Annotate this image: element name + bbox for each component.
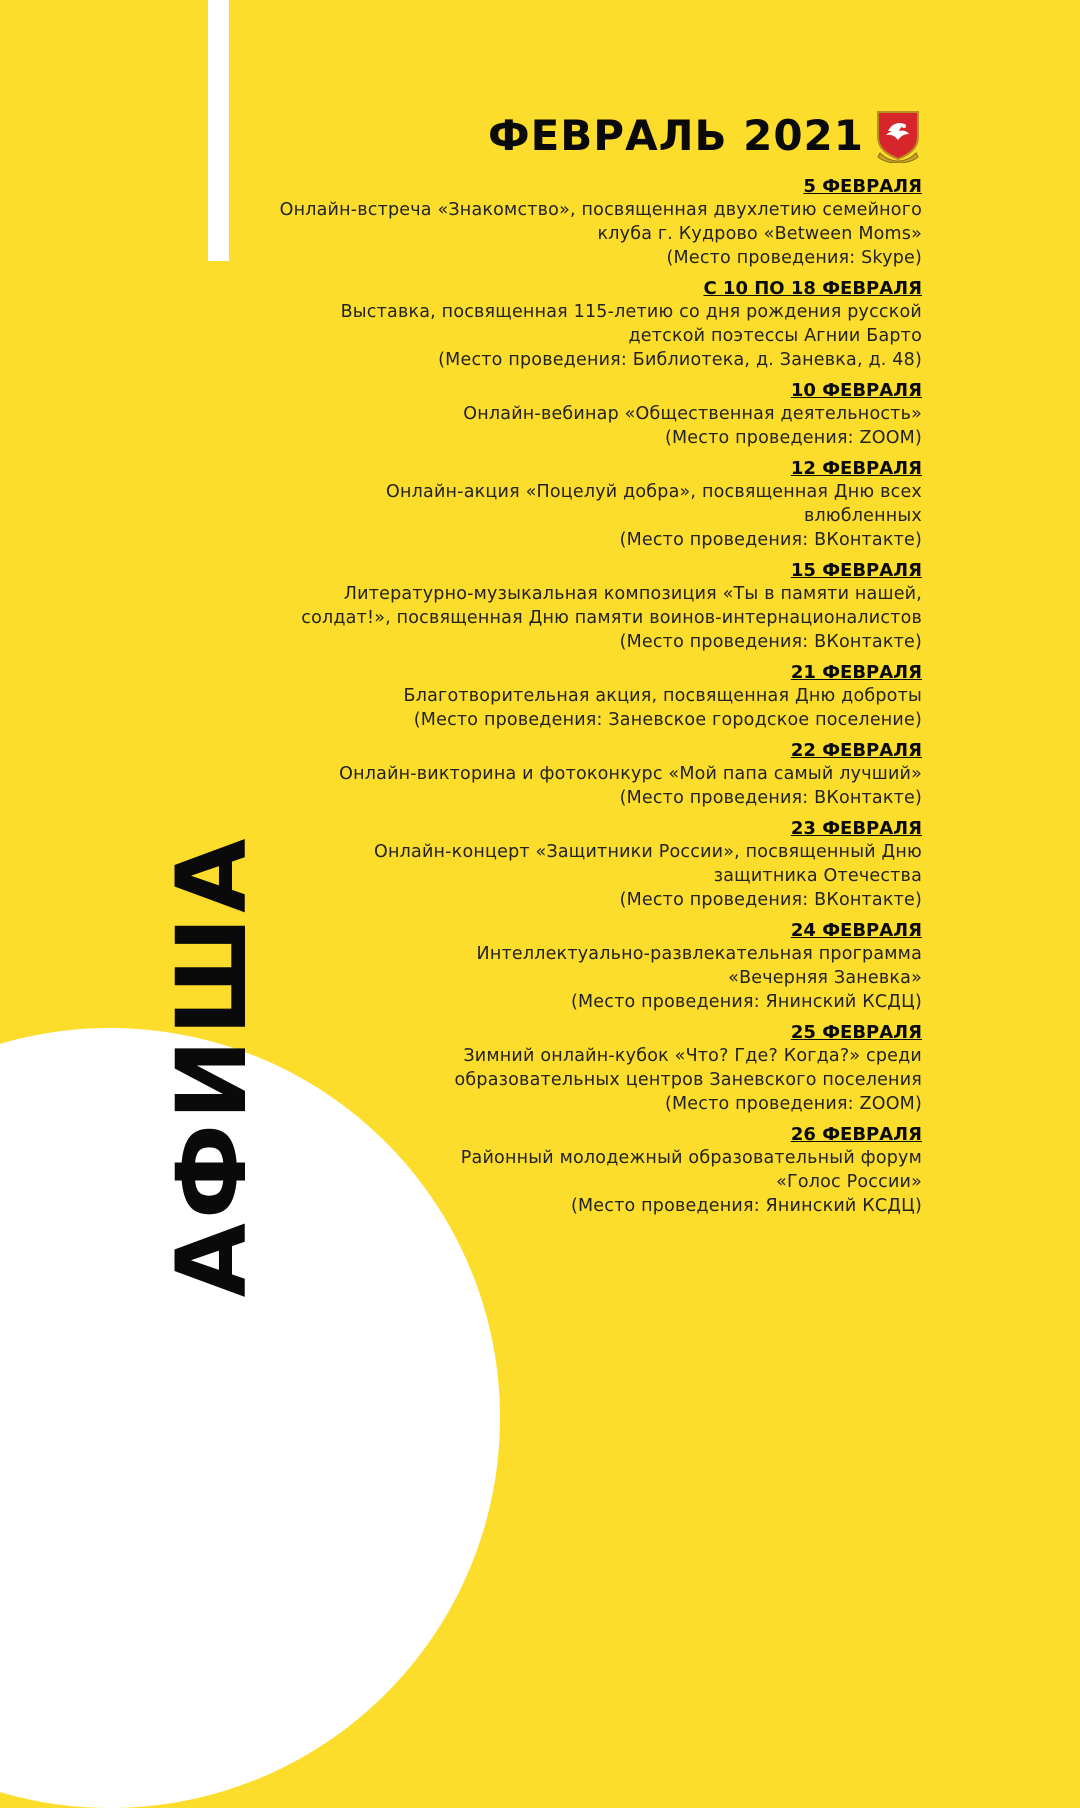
event-item [162, 380, 922, 450]
event-description-line: (Место проведения: Заневское городское поселение) [413, 710, 922, 730]
event-description-line: (Место проведения: Янинский КСДЦ) [570, 992, 922, 1012]
event-description-line: Онлайн-акция «Поцелуй добра», посвященная Дню всех [386, 482, 922, 502]
event-date: 21 ФЕВРАЛЯ [790, 662, 922, 683]
event-item [162, 458, 922, 552]
event-description-line: Онлайн-концерт «Защитники России», посвященный Дню [374, 842, 922, 862]
event-description-line: (Место проведения: Янинский КСДЦ) [570, 1196, 922, 1216]
event-date: 10 ФЕВРАЛЯ [790, 380, 922, 401]
event-description-line: Зимний онлайн-кубок «Что? Где? Когда?» среди [463, 1046, 922, 1066]
event-description-line: (Место проведения: ВКонтакте) [619, 530, 922, 550]
event-description-line: Онлайн-вебинар «Общественная деятельность» [463, 404, 922, 424]
event-date: 15 ФЕВРАЛЯ [790, 560, 922, 581]
header [488, 108, 922, 164]
event-description-line: образовательных центров Заневского поселения [454, 1070, 922, 1090]
event-date: 26 ФЕВРАЛЯ [790, 1124, 922, 1145]
event-description-line: Литературно-музыкальная композиция «Ты в памяти нашей, [343, 584, 922, 604]
event-date: 24 ФЕВРАЛЯ [790, 920, 922, 941]
event-description-line: солдат!», посвященная Дню памяти воинов-интернационалистов [301, 608, 922, 628]
event-description-line: Интеллектуально-развлекательная программа [476, 944, 922, 964]
event-description-line: «Голос России» [776, 1172, 922, 1192]
event-item [162, 1022, 922, 1116]
event-description-line: клуба г. Кудрово «Between Moms» [597, 224, 922, 244]
event-date: 5 ФЕВРАЛЯ [803, 176, 922, 197]
month-title: ФЕВРАЛЬ 2021 [487, 111, 864, 160]
event-description-line: влюбленных [803, 506, 922, 526]
event-date: 12 ФЕВРАЛЯ [790, 458, 922, 479]
event-description-line: (Место проведения: ВКонтакте) [619, 890, 922, 910]
event-item [162, 662, 922, 732]
event-item [162, 278, 922, 372]
event-description-line: Благотворительная акция, посвященная Дню доброты [403, 686, 922, 706]
event-description-line: (Место проведения: ВКонтакте) [619, 632, 922, 652]
event-description-line: (Место проведения: Skype) [666, 248, 922, 268]
event-description-line: (Место проведения: Библиотека, д. Заневка, д. 48) [438, 350, 922, 370]
event-item [162, 818, 922, 912]
event-description-line: детской поэтессы Агнии Барто [628, 326, 922, 346]
event-date: 22 ФЕВРАЛЯ [790, 740, 922, 761]
event-description-line: Онлайн-викторина и фотоконкурс «Мой папа самый лучший» [339, 764, 922, 784]
event-description-line: (Место проведения: ZOOM) [664, 1094, 922, 1114]
coat-of-arms-icon [874, 109, 922, 163]
event-date: 25 ФЕВРАЛЯ [790, 1022, 922, 1043]
event-description-line: (Место проведения: ZOOM) [664, 428, 922, 448]
events-list [162, 176, 922, 1226]
event-description-line: «Вечерняя Заневка» [728, 968, 922, 988]
event-description-line: Районный молодежный образовательный форум [460, 1148, 922, 1168]
event-date: 23 ФЕВРАЛЯ [790, 818, 922, 839]
event-item [162, 1124, 922, 1218]
event-description-line: (Место проведения: ВКонтакте) [619, 788, 922, 808]
event-item [162, 560, 922, 654]
event-description-line: Выставка, посвященная 115-летию со дня рождения русской [340, 302, 922, 322]
event-item [162, 176, 922, 270]
event-description-line: Онлайн-встреча «Знакомство», посвященная двухлетию семейного [279, 200, 922, 220]
event-date: С 10 ПО 18 ФЕВРАЛЯ [703, 278, 922, 299]
poster-title: АФИША [156, 834, 268, 1298]
event-description-line: защитника Отечества [713, 866, 922, 886]
event-item [162, 740, 922, 810]
event-item [162, 920, 922, 1014]
